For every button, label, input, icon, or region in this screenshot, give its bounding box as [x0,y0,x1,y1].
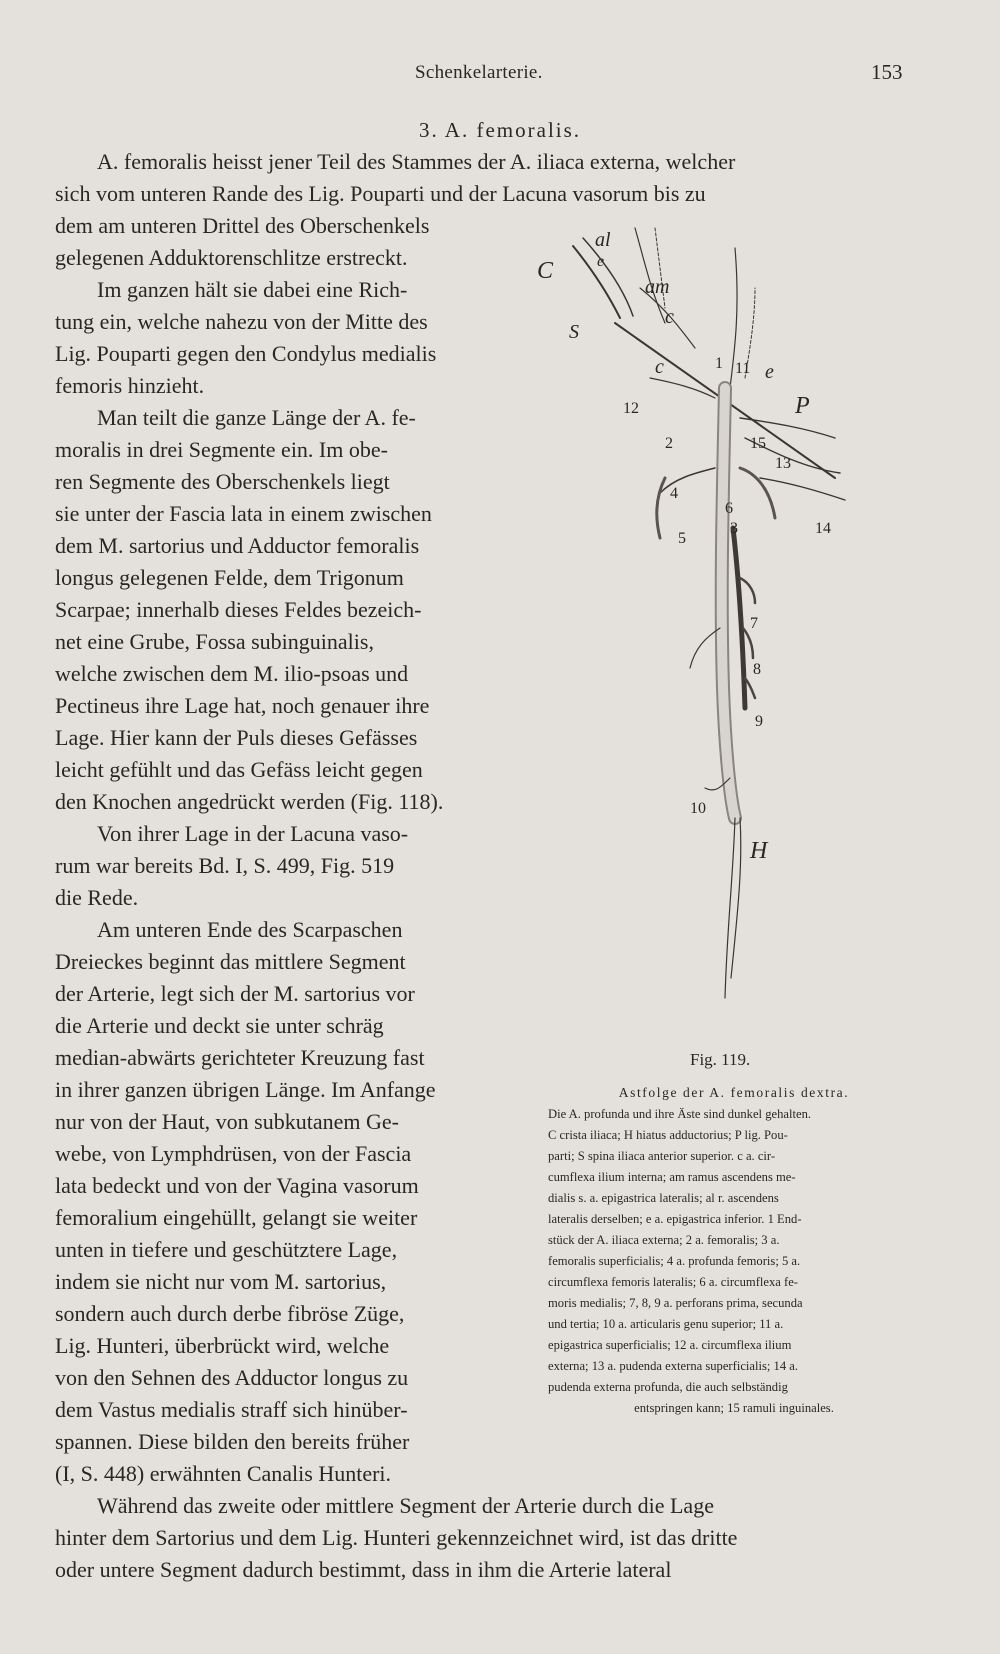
label-10: 10 [690,800,706,817]
caption-line: Die A. profunda und ihre Äste sind dunkel gehalten. [548,1107,812,1121]
label-1: 1 [715,355,723,372]
text-line: webe, von Lymphdrüsen, von der Fascia [55,1141,412,1166]
text-line: der Arterie, legt sich der M. sartorius vor [55,981,415,1006]
label-e-right: e [765,361,774,383]
text-line: unten in tiefere und geschütztere Lage, [55,1237,398,1262]
label-C: C [537,258,554,284]
text-line: sondern auch durch derbe fibröse Züge, [55,1301,405,1326]
caption-line: externa; 13 a. pudenda externa superficialis; 14 a. [548,1359,799,1373]
text-line: die Arterie und deckt sie unter schräg [55,1013,384,1038]
label-3: 3 [730,520,738,537]
caption-line: cumflexa ilium interna; am ramus ascendens me- [548,1170,796,1184]
text-line: Lig. Pouparti gegen den Condylus medialis [55,341,437,366]
label-c2: c [655,356,664,378]
caption-line: femoralis superficialis; 4 a. profunda femoris; 5 a. [548,1254,801,1268]
caption-line: epigastrica superficialis; 12 a. circumflexa ilium [548,1338,792,1352]
text-line: Dreieckes beginnt das mittlere Segment [55,949,406,974]
label-2: 2 [665,435,673,452]
page-header [0,62,1000,92]
figure-number: Fig. 119. [690,1050,751,1069]
label-8: 8 [753,661,761,678]
text-line: dem Vastus medialis straff sich hinüber- [55,1397,408,1422]
label-al: al [595,229,611,251]
caption-line: parti; S spina iliaca anterior superior. c a. cir- [548,1149,776,1163]
text-line: den Knochen angedrückt werden (Fig. 118). [55,789,444,814]
text-line: sie unter der Fascia lata in einem zwischen [55,501,432,526]
text-line: lata bedeckt und von der Vagina vasorum [55,1173,419,1198]
caption-line: lateralis derselben; e a. epigastrica inferior. 1 End- [548,1212,802,1226]
text-line: hinter dem Sartorius und dem Lig. Hunteri gekennzeichnet wird, ist das dritte [55,1525,738,1550]
text-line: sich vom unteren Rande des Lig. Pouparti und der Lacuna vasorum bis zu [55,181,706,206]
text-line: dem M. sartorius und Adductor femoralis [55,533,420,558]
text-line: femoris hinzieht. [55,373,205,398]
text-line: dem am unteren Drittel des Oberschenkels [55,213,430,238]
caption-line: C crista iliaca; H hiatus adductorius; P lig. Pou- [548,1128,788,1142]
label-H: H [750,838,768,864]
caption-line: und tertia; 10 a. articularis genu superior; 11 a. [548,1317,784,1331]
text-line: ren Segmente des Oberschenkels liegt [55,469,390,494]
text-line: welche zwischen dem M. ilio-psoas und [55,661,409,686]
text-line: indem sie nicht nur vom M. sartorius, [55,1269,387,1294]
label-e-top: e [597,253,605,270]
text-line: median-abwärts gerichteter Kreuzung fast [55,1045,425,1070]
label-c1: c [665,306,674,328]
femoral-artery-drawing [537,228,895,1058]
figure-caption [548,1085,920,1419]
caption-line: pudenda externa profunda, die auch selbständig [548,1380,788,1394]
text-line: rum war bereits Bd. I, S. 499, Fig. 519 [55,853,395,878]
text-line: (I, S. 448) erwähnten Canalis Hunteri. [55,1461,392,1486]
text-line: leicht gefühlt und das Gefäss leicht gegen [55,757,423,782]
label-4: 4 [670,485,678,502]
text-line: die Rede. [55,885,139,910]
label-S: S [569,321,579,343]
label-13: 13 [775,455,791,472]
text-line: A. femoralis heisst jener Teil des Stammes der A. iliaca externa, welcher [97,149,736,174]
label-14: 14 [815,520,831,537]
label-12: 12 [623,400,639,417]
caption-line: moris medialis; 7, 8, 9 a. perforans prima, secunda [548,1296,803,1310]
text-line: von den Sehnen des Adductor longus zu [55,1365,409,1390]
text-line: nur von der Haut, von subkutanem Ge- [55,1109,399,1134]
text-line: Von ihrer Lage in der Lacuna vaso- [97,821,409,846]
page-number: 153 [871,60,903,84]
text-line: Lig. Hunteri, überbrückt wird, welche [55,1333,390,1358]
label-15: 15 [750,435,766,452]
label-5: 5 [678,530,686,547]
caption-title: Astfolge der A. femoralis dextra. [618,1085,850,1100]
text-line: Lage. Hier kann der Puls dieses Gefässes [55,725,418,750]
text-line: gelegenen Adduktorenschlitze erstreckt. [55,245,408,270]
text-line: in ihrer ganzen übrigen Länge. Im Anfange [55,1077,436,1102]
text-line: Pectineus ihre Lage hat, noch genauer ihre [55,693,430,718]
figure-119-illustration [537,228,895,1058]
text-line: Man teilt die ganze Länge der A. fe- [97,405,416,430]
text-line: Während das zweite oder mittlere Segment der Arterie durch die Lage [97,1493,714,1518]
text-line: longus gelegenen Felde, dem Trigonum [55,565,404,590]
text-line: femoralium eingehüllt, gelangt sie weiter [55,1205,418,1230]
label-P: P [795,393,810,419]
text-line: Scarpae; innerhalb dieses Feldes bezeich- [55,597,422,622]
label-am: am [645,276,670,298]
text-line: net eine Grube, Fossa subinguinalis, [55,629,374,654]
label-9: 9 [755,713,763,730]
text-line: tung ein, welche nahezu von der Mitte des [55,309,428,334]
label-6: 6 [725,500,733,517]
label-7: 7 [750,615,758,632]
caption-line: entspringen kann; 15 ramuli inguinales. [634,1401,834,1415]
label-11: 11 [735,360,751,377]
caption-line: circumflexa femoris lateralis; 6 a. circumflexa fe- [548,1275,798,1289]
text-line: moralis in drei Segmente ein. Im obe- [55,437,388,462]
text-line: spannen. Diese bilden den bereits früher [55,1429,410,1454]
running-title: Schenkelarterie. [415,62,543,83]
text-line: Am unteren Ende des Scarpaschen [97,917,403,942]
section-title: 3. A. femoralis. [418,118,582,142]
caption-line: stück der A. iliaca externa; 2 a. femoralis; 3 a. [548,1233,780,1247]
caption-line: dialis s. a. epigastrica lateralis; al r. ascendens [548,1191,779,1205]
text-line: Im ganzen hält sie dabei eine Rich- [97,277,408,302]
text-line: oder untere Segment dadurch bestimmt, dass in ihm die Arterie lateral [55,1557,672,1582]
